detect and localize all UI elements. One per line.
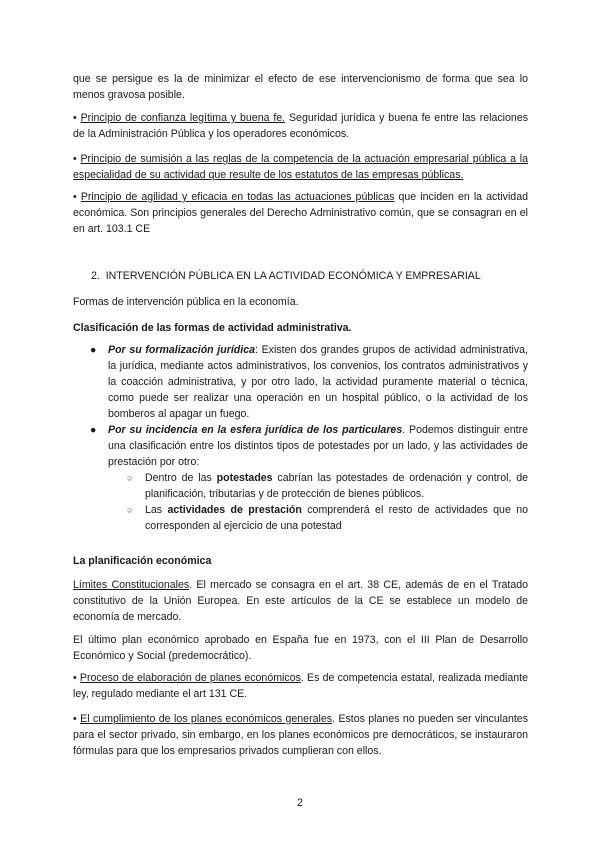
- sub-list-item: ○ Dentro de las potestades cabrían las potestades de ordenación y control, de planificación, tributarias y de protección de bienes públicos.: [127, 472, 529, 500]
- section-number: 2.: [91, 270, 100, 282]
- bullet-marker: ●: [90, 424, 97, 436]
- classification-list: [88, 342, 528, 534]
- planificacion-heading: La planificación económica: [73, 555, 212, 567]
- item-text: : Existen dos grandes grupos de actividad administrativa, la jurídica, mediante actos administrativos, los convenios, los contratos administrativos y la coacción administrativa, y por otro lado, la actividad puramente material o técnica, como puede ser realizar una operación en un hospital público, o la actividad de los bomberos al apagar un fuego.: [108, 344, 528, 420]
- section-title: INTERVENCIÓN PÚBLICA EN LA ACTIVIDAD ECONÓMICA Y EMPRESARIAL: [105, 270, 481, 282]
- cumplimiento-title: El cumplimiento de los planes económicos generales: [80, 713, 333, 725]
- bullet-marker: •: [73, 153, 77, 165]
- bullet-marker: •: [73, 112, 77, 124]
- sub-bullet-marker: ○: [127, 505, 133, 515]
- proceso-title: Proceso de elaboración de planes económicos: [79, 672, 301, 684]
- clasificacion-heading: Clasificación de las formas de actividad administrativa.: [73, 322, 352, 334]
- principle-title: Principio de agilidad y eficacia en todas las actuaciones públicas: [80, 191, 395, 203]
- paragraph-principio-sumision: [73, 151, 528, 183]
- item-text: . Podemos distinguir entre una clasificación entre los distintos tipos de potestades por un lado, y las actividades de prestación por otro:: [108, 424, 528, 468]
- bullet-marker: •: [73, 191, 77, 203]
- paragraph-cumplimiento: • El cumplimiento de los planes económicos generales. Estos planes no pueden ser vinculantes para el sector privado, sin embargo, en los planes económicos pre democráticos, se instauraron fórmulas para que los empresarios privados cumplieran con ellos.: [73, 713, 528, 757]
- paragraph-intro: que se persigue es la de minimizar el efecto de ese intervencionismo de forma que sea lo menos gravosa posible.: [73, 73, 528, 101]
- principle-text: que inciden en la actividad económica. Son principios generales del Derecho Administrativo común, que se consagran en el en art. 103.1 CE: [73, 191, 528, 235]
- principle-title: Principio de confianza legítima y buena fe.: [80, 112, 286, 124]
- paragraph-proceso: • Proceso de elaboración de planes económicos. Es de competencia estatal, realizada mediante ley, regulado mediante el art 131 CE.: [73, 672, 528, 700]
- section-heading: [91, 268, 481, 284]
- sub-list-item: ○ Las actividades de prestación comprenderá el resto de actividades que no corresponden al ejercicio de una potestad: [127, 504, 528, 532]
- paragraph-ultimo-plan: El último plan económico aprobado en España fue en 1973, con el III Plan de Desarrollo Económico y Social (predemocrático).: [73, 634, 528, 662]
- term-bold: actividades de prestación: [167, 504, 302, 516]
- list-item: [88, 422, 528, 470]
- formas-text: Formas de intervención pública en la economía.: [73, 296, 299, 308]
- list-item: [88, 342, 528, 422]
- paragraph-limites: Límites Constitucionales. El mercado se consagra en el art. 38 CE, además de en el Tratado constitutivo de la Unión Europea. En este artículos de la CE se establece un modelo de economía de mercado.: [73, 579, 528, 623]
- paragraph-principio-confianza: [73, 110, 528, 142]
- item-title: Por su incidencia en la esfera jurídica de los particulares: [108, 424, 403, 436]
- bullet-marker: •: [73, 713, 77, 725]
- principle-title: Principio de sumisión a las reglas de la competencia de la actuación empresarial pública a la especialidad de su actividad que resulte de los estatutos de las empresas públicas.: [73, 153, 528, 181]
- term-bold: potestades: [216, 472, 273, 484]
- sub-bullet-marker: ○: [127, 473, 133, 483]
- bullet-marker: •: [73, 672, 77, 684]
- bullet-marker: ●: [90, 344, 97, 356]
- limites-title: Límites Constitucionales: [73, 579, 190, 591]
- principle-text: Seguridad jurídica y buena fe entre las relaciones de la Administración Pública y los operadores económicos.: [73, 112, 529, 140]
- page-number: 2: [297, 797, 303, 809]
- item-title: Por su formalización jurídica: [108, 344, 255, 356]
- paragraph-principio-agilidad: [73, 189, 528, 237]
